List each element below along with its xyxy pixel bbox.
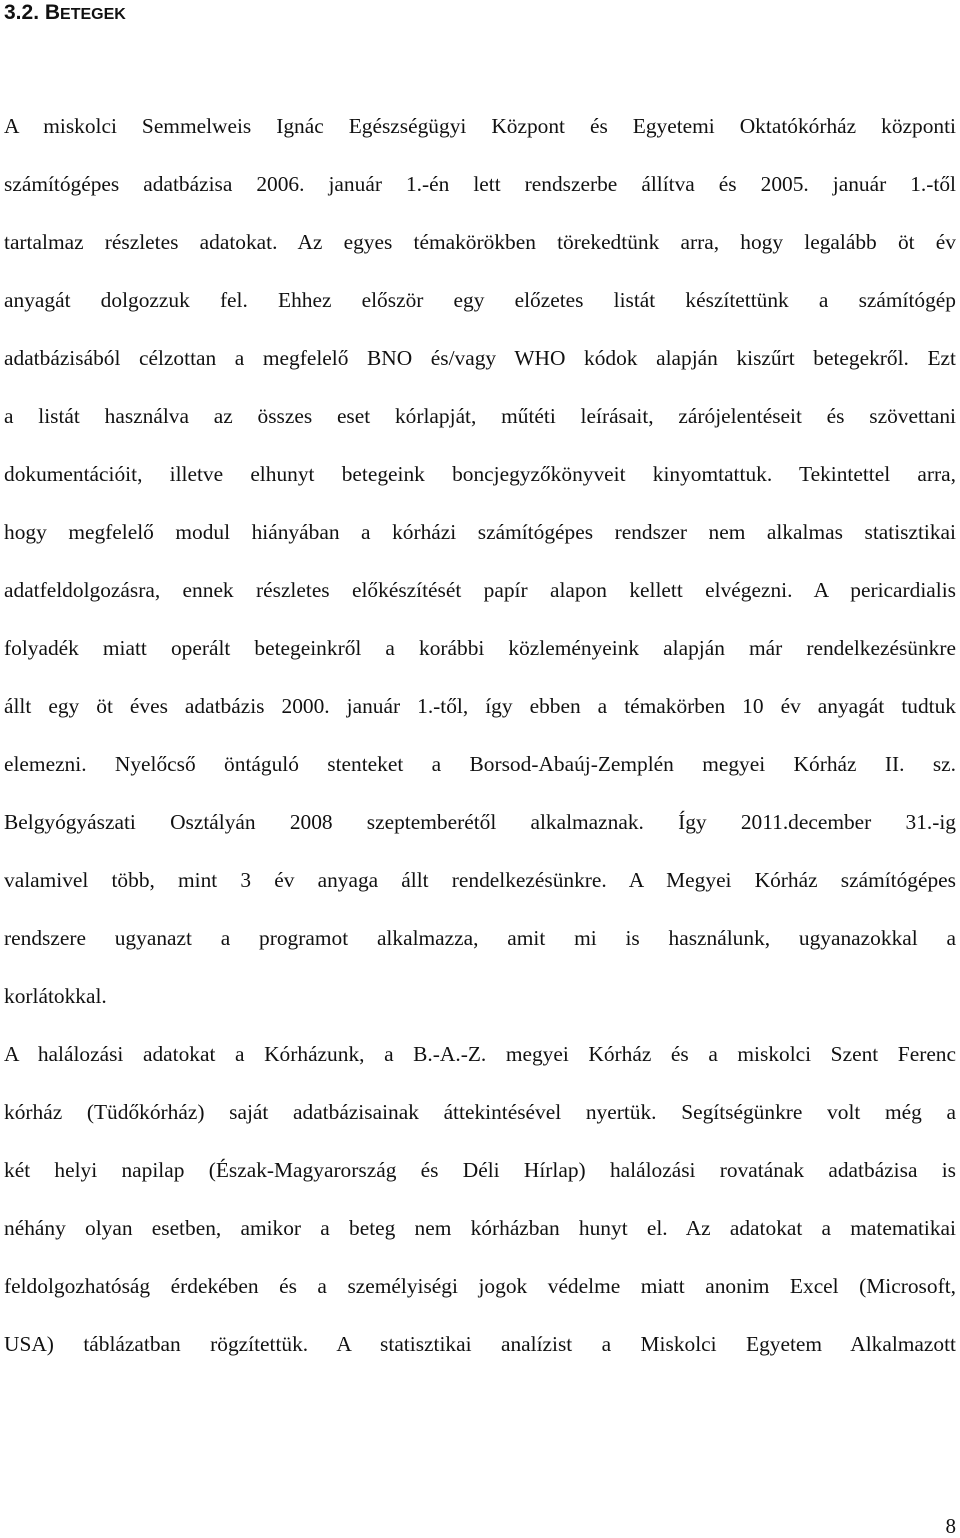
page-number: 8 bbox=[945, 1514, 956, 1538]
text-line: számítógépes adatbázisa 2006. január 1.-én lett rendszerbe állítva és 2005. január 1.-től bbox=[4, 172, 956, 196]
text-line: A miskolci Semmelweis Ignác Egészségügyi Központ és Egyetemi Oktatókórház központi bbox=[4, 114, 956, 138]
section-title: BETEGEK bbox=[44, 1, 126, 24]
text-line: tartalmaz részletes adatokat. Az egyes témakörökben törekedtünk arra, hogy legalább öt év bbox=[4, 230, 956, 254]
text-line: adatbázisából célzottan a megfelelő BNO és/vagy WHO kódok alapján kiszűrt betegekről. Ezt bbox=[4, 346, 956, 370]
text-line: dokumentációit, illetve elhunyt betegeink boncjegyzőkönyveit kinyomtattuk. Tekintettel arra, bbox=[4, 462, 956, 486]
text-line: anyagát dolgozzuk fel. Ehhez először egy előzetes listát készítettünk a számítógép bbox=[4, 288, 956, 312]
text-line: hogy megfelelő modul hiányában a kórházi számítógépes rendszer nem alkalmas statisztikai bbox=[4, 520, 956, 544]
text-line: folyadék miatt operált betegeinkről a korábbi közleményeink alapján már rendelkezésünkre bbox=[4, 636, 956, 660]
text-line: rendszere ugyanazt a programot alkalmazza, amit mi is használunk, ugyanazokkal a bbox=[4, 926, 956, 950]
text-line: korlátokkal. bbox=[4, 984, 107, 1008]
section-heading bbox=[4, 0, 126, 28]
text-line: valamivel több, mint 3 év anyaga állt rendelkezésünkre. A Megyei Kórház számítógépes bbox=[4, 868, 956, 892]
text-line: kórház (Tüdőkórház) saját adatbázisainak áttekintésével nyertük. Segítségünkre volt még a bbox=[4, 1100, 956, 1124]
text-line: a listát használva az összes eset kórlapját, műtéti leírásait, zárójelentéseit és szövettani bbox=[4, 404, 956, 428]
text-line: adatfeldolgozásra, ennek részletes előkészítését papír alapon kellett elvégezni. A pericardialis bbox=[4, 578, 956, 602]
text-line: néhány olyan esetben, amikor a beteg nem kórházban hunyt el. Az adatokat a matematikai bbox=[4, 1216, 956, 1240]
text-line: két helyi napilap (Észak-Magyarország és Déli Hírlap) halálozási rovatának adatbázisa is bbox=[4, 1158, 956, 1182]
text-line: Belgyógyászati Osztályán 2008 szeptemberétől alkalmaznak. Így 2011.december 31.-ig bbox=[4, 810, 956, 834]
section-number: 3.2. bbox=[4, 1, 40, 24]
text-line: feldolgozhatóság érdekében és a személyiségi jogok védelme miatt anonim Excel (Microsoft, bbox=[4, 1274, 956, 1298]
text-line: elemezni. Nyelőcső öntáguló stenteket a Borsod-Abaúj-Zemplén megyei Kórház II. sz. bbox=[4, 752, 956, 776]
text-line: állt egy öt éves adatbázis 2000. január 1.-től, így ebben a témakörben 10 év anyagát tudtuk bbox=[4, 694, 956, 718]
text-line: A halálozási adatokat a Kórházunk, a B.-A.-Z. megyei Kórház és a miskolci Szent Ferenc bbox=[4, 1042, 956, 1066]
text-line: USA) táblázatban rögzítettük. A statisztikai analízist a Miskolci Egyetem Alkalmazott bbox=[4, 1332, 956, 1356]
